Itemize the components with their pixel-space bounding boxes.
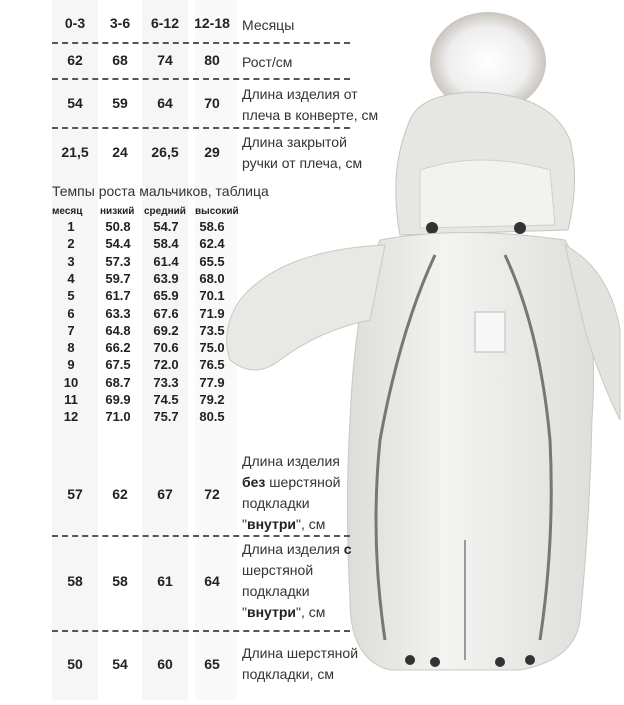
label-emphasis: внутри bbox=[246, 604, 297, 620]
size-cell: 61 bbox=[157, 573, 173, 589]
growth-value-cell: 54.7 bbox=[153, 219, 179, 234]
growth-value-cell: 71.9 bbox=[199, 305, 225, 321]
label-line: подкладки bbox=[242, 495, 310, 511]
growth-value-cell: 65.5 bbox=[199, 253, 225, 269]
growth-month-cell: 6 bbox=[67, 305, 75, 321]
growth-month-cell: 4 bbox=[67, 270, 75, 286]
row-label-height: Рост/см bbox=[242, 54, 293, 70]
row-label-lining-length bbox=[242, 643, 358, 685]
size-cell: 58 bbox=[112, 573, 128, 589]
label-line: шерстяной bbox=[242, 562, 314, 578]
growth-value-cell: 61.4 bbox=[153, 253, 179, 269]
size-cell: 24 bbox=[112, 144, 128, 160]
size-cell: 26,5 bbox=[151, 144, 179, 160]
growth-month-cell: 12 bbox=[63, 409, 79, 425]
size-header-6-12: 6-12 bbox=[150, 15, 180, 31]
label-line: "внутри", см bbox=[242, 604, 326, 620]
label-line: плеча в конверте, см bbox=[242, 107, 379, 123]
size-header-3-6: 3-6 bbox=[109, 15, 131, 31]
size-cell: 60 bbox=[157, 656, 173, 672]
divider bbox=[52, 78, 350, 80]
growth-value-cell: 64.8 bbox=[105, 322, 131, 338]
growth-value-cell: 50.8 bbox=[105, 219, 131, 234]
size-cell: 72 bbox=[204, 486, 220, 502]
growth-month-cell: 1 bbox=[67, 219, 75, 234]
size-header-label: Месяцы bbox=[242, 17, 295, 33]
growth-value-cell: 76.5 bbox=[199, 357, 225, 373]
growth-value-cell: 69.9 bbox=[105, 392, 131, 407]
growth-value-cell: 73.5 bbox=[199, 322, 225, 338]
growth-col-low: низкий bbox=[100, 206, 135, 217]
growth-value-cell: 66.2 bbox=[105, 340, 131, 356]
label-line: ручки от плеча, см bbox=[242, 155, 363, 171]
row-label-without-lining bbox=[242, 451, 340, 535]
size-header-12-18: 12-18 bbox=[194, 15, 230, 31]
size-cell: 68 bbox=[112, 52, 128, 68]
size-cell: 59 bbox=[112, 95, 128, 111]
growth-value-cell: 75.0 bbox=[199, 340, 225, 356]
growth-col-high: высокий bbox=[195, 206, 239, 217]
growth-month-cell: 11 bbox=[64, 392, 78, 407]
divider bbox=[52, 535, 350, 537]
divider bbox=[52, 127, 350, 129]
size-cell: 80 bbox=[204, 52, 220, 68]
growth-value-cell: 68.7 bbox=[105, 374, 131, 390]
label-emphasis: с bbox=[343, 541, 352, 557]
size-cell: 50 bbox=[67, 656, 83, 672]
label-line: подкладки bbox=[242, 583, 310, 599]
size-cell: 62 bbox=[112, 486, 128, 502]
growth-month-cell: 10 bbox=[63, 374, 79, 390]
growth-value-cell: 62.4 bbox=[199, 236, 225, 252]
growth-value-cell: 58.4 bbox=[153, 236, 179, 252]
size-cell: 64 bbox=[204, 573, 220, 589]
row-label-with-lining bbox=[242, 539, 352, 623]
divider bbox=[52, 630, 350, 632]
growth-value-cell: 54.4 bbox=[105, 236, 131, 252]
label-emphasis: внутри bbox=[246, 516, 297, 532]
growth-value-cell: 80.5 bbox=[199, 409, 225, 425]
growth-col-mid: средний bbox=[144, 206, 186, 217]
size-cell: 70 bbox=[204, 95, 220, 111]
growth-value-cell: 63.3 bbox=[105, 305, 131, 321]
growth-month-cell: 8 bbox=[67, 340, 75, 356]
label-line: Длина закрытой bbox=[242, 134, 347, 150]
growth-value-cell: 70.6 bbox=[153, 340, 179, 356]
label-line: Длина изделия от bbox=[242, 86, 358, 102]
growth-month-cell: 7 bbox=[67, 322, 75, 338]
growth-value-cell: 61.7 bbox=[105, 288, 131, 304]
size-cell: 54 bbox=[112, 656, 128, 672]
growth-col-month: месяц bbox=[52, 206, 83, 217]
row-label-sleeve-length bbox=[242, 132, 362, 174]
size-cell: 54 bbox=[67, 95, 83, 111]
label-line: "внутри", см bbox=[242, 516, 326, 532]
growth-value-cell: 77.9 bbox=[199, 374, 225, 390]
size-cell: 57 bbox=[67, 486, 83, 502]
size-cell: 64 bbox=[157, 95, 173, 111]
growth-value-cell: 79.2 bbox=[199, 392, 225, 407]
growth-value-cell: 75.7 bbox=[153, 409, 179, 425]
growth-value-cell: 65.9 bbox=[153, 288, 179, 304]
growth-value-cell: 58.6 bbox=[199, 219, 225, 234]
growth-value-cell: 63.9 bbox=[153, 270, 179, 286]
label-line: без шерстяной bbox=[242, 474, 341, 490]
label-line: Длина шерстяной bbox=[242, 645, 359, 661]
growth-value-cell: 57.3 bbox=[105, 253, 131, 269]
growth-month-cell: 3 bbox=[67, 253, 75, 269]
growth-value-cell: 73.3 bbox=[153, 374, 179, 390]
size-cell: 65 bbox=[204, 656, 220, 672]
growth-table-title: Темпы роста мальчиков, таблица bbox=[52, 183, 269, 199]
growth-value-cell: 67.6 bbox=[153, 305, 179, 321]
size-cell: 21,5 bbox=[61, 144, 89, 160]
row-label-envelope-length bbox=[242, 84, 378, 126]
growth-value-cell: 71.0 bbox=[105, 409, 131, 425]
label-line: Длина изделия с bbox=[242, 541, 352, 557]
size-cell: 58 bbox=[67, 573, 83, 589]
growth-value-cell: 59.7 bbox=[105, 270, 131, 286]
growth-value-cell: 68.0 bbox=[199, 270, 225, 286]
label-emphasis: без bbox=[242, 474, 266, 490]
growth-value-cell: 67.5 bbox=[105, 357, 131, 373]
size-header-0-3: 0-3 bbox=[64, 15, 86, 31]
size-cell: 67 bbox=[157, 486, 173, 502]
size-cell: 62 bbox=[67, 52, 83, 68]
growth-value-cell: 72.0 bbox=[153, 357, 179, 373]
growth-month-cell: 9 bbox=[67, 357, 75, 373]
divider bbox=[52, 42, 350, 44]
growth-value-cell: 69.2 bbox=[153, 322, 179, 338]
growth-value-cell: 74.5 bbox=[153, 392, 179, 407]
label-line: Длина изделия bbox=[242, 453, 340, 469]
label-line: подкладки, см bbox=[242, 666, 334, 682]
growth-month-cell: 5 bbox=[67, 288, 75, 304]
size-cell: 29 bbox=[204, 144, 220, 160]
size-cell: 74 bbox=[157, 52, 173, 68]
growth-value-cell: 70.1 bbox=[199, 288, 225, 304]
growth-month-cell: 2 bbox=[67, 236, 75, 252]
